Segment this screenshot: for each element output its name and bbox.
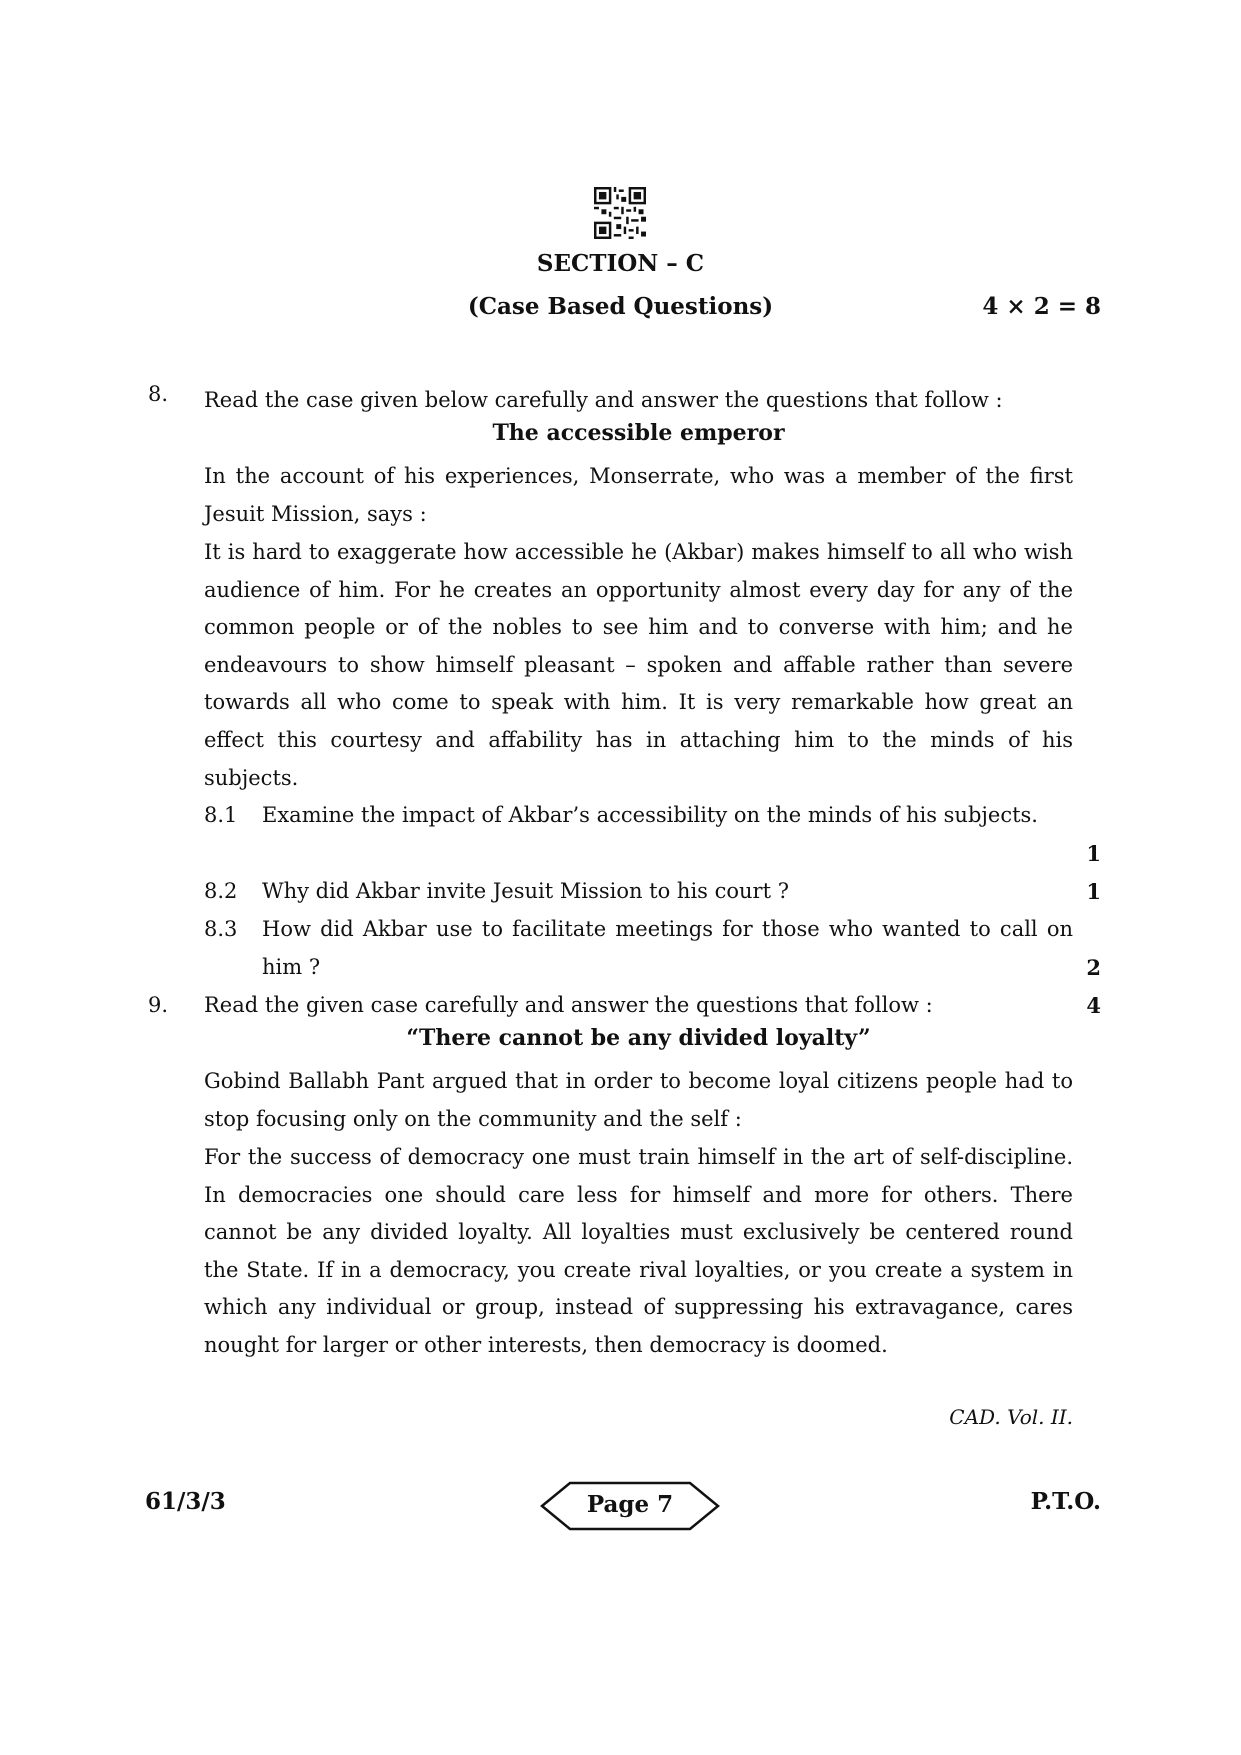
case-intro: Gobind Ballabh Pant argued that in order to become loyal citizens people had to stop focusing only on the community and the self : <box>204 1069 1073 1131</box>
case-passage: For the success of democracy one must train himself in the art of self-discipline. In democracies one should care less for himself and more for others. There cannot be any divided loyalty. All loyalties must exclusively be centered round the State. If in a democracy, you create rival loyalties, or you create a system in which any individual or group, instead of suppressing his extravagance, cares nought for larger or other interests, then democracy is doomed. <box>204 1145 1073 1357</box>
qr-code-icon <box>594 187 646 239</box>
subquestion-number: 8.3 <box>204 917 238 941</box>
subquestion-text: Why did Akbar invite Jesuit Mission to his court ? <box>262 879 789 903</box>
source-citation: CAD. Vol. II. <box>949 1405 1073 1429</box>
case-title: The accessible emperor <box>492 420 785 446</box>
section-subtitle: (Case Based Questions) <box>467 293 774 320</box>
subquestion-marks: 1 <box>1086 841 1101 866</box>
subquestion-marks: 2 <box>1086 955 1101 980</box>
please-turn-over: P.T.O. <box>1030 1488 1101 1515</box>
case-intro: In the account of his experiences, Monserrate, who was a member of the first Jesuit Mission, says : <box>204 464 1073 526</box>
subquestion-number: 8.2 <box>204 879 238 903</box>
case-passage: It is hard to exaggerate how accessible he (Akbar) makes himself to all who wish audience of him. For he creates an opportunity almost every day for any of the common people or of the nobles to see him and to converse with him; and he endeavours to show himself pleasant – spoken and affable rather than severe towards all who come to speak with him. It is very remarkable how great an effect this courtesy and affability has in attaching him to the minds of his subjects. <box>204 540 1073 790</box>
subquestion-text: Examine the impact of Akbar’s accessibility on the minds of his subjects. <box>262 803 1038 827</box>
question-number: 8. <box>148 382 169 406</box>
paper-code: 61/3/3 <box>145 1488 226 1515</box>
subquestion-marks: 1 <box>1086 879 1101 904</box>
section-marks: 4 × 2 = 8 <box>982 293 1101 320</box>
case-title: “There cannot be any divided loyalty” <box>406 1025 871 1051</box>
question-instruction: Read the given case carefully and answer the questions that follow : <box>204 993 933 1017</box>
section-title: SECTION – C <box>536 250 705 277</box>
question-marks: 4 <box>1086 993 1101 1018</box>
question-number: 9. <box>148 993 169 1017</box>
subquestion-text: How did Akbar use to facilitate meetings for those who wanted to call on him ? <box>262 917 1073 979</box>
question-instruction: Read the case given below carefully and answer the questions that follow : <box>204 388 1003 412</box>
page-number: Page 7 <box>586 1491 674 1518</box>
subquestion-number: 8.1 <box>204 803 238 827</box>
